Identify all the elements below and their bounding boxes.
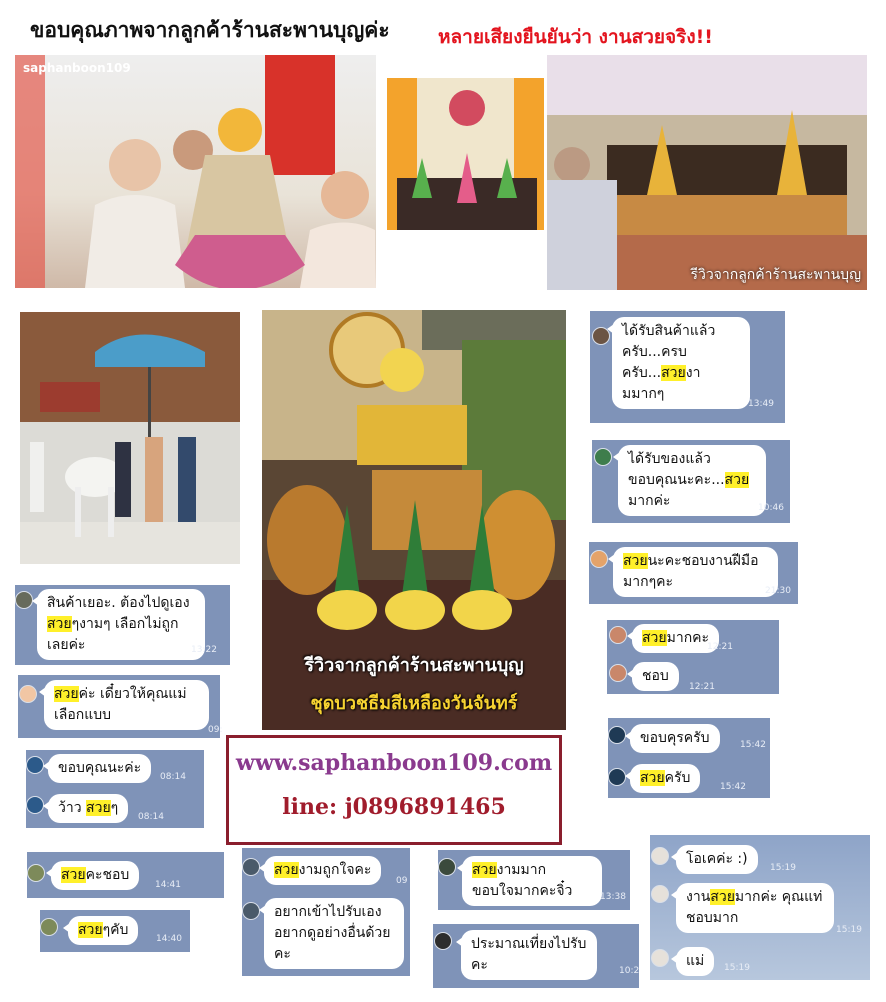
chat-screenshot xyxy=(608,718,770,798)
chat-time: 15:19 xyxy=(836,925,862,935)
chat-time: 15:42 xyxy=(720,782,746,792)
chat-screenshot xyxy=(607,620,779,694)
chat-bubble: ชอบ xyxy=(632,662,679,691)
chat-bubble: ว้าว สวยๆ xyxy=(48,794,128,823)
chat-bubble: งานสวยมากค่ะ คุณแท่ชอบมาก xyxy=(676,883,834,933)
chat-time: 15:42 xyxy=(740,740,766,750)
photo-offering-display xyxy=(547,55,867,290)
avatar xyxy=(651,885,669,903)
chat-time: 09 xyxy=(396,876,408,886)
center-caption-review: รีวิวจากลูกค้าร้านสะพานบุญ xyxy=(304,655,524,676)
photo-procession xyxy=(20,312,240,564)
photo-ceremony-monk xyxy=(15,55,376,288)
chat-screenshot xyxy=(433,924,639,988)
chat-screenshot xyxy=(242,848,410,976)
chat-bubble: โอเคค่ะ :) xyxy=(676,845,758,874)
photo-procession-art xyxy=(20,312,240,564)
avatar xyxy=(438,858,456,876)
photo-offering-display-art xyxy=(547,55,867,290)
chat-time: 10:46 xyxy=(758,503,784,513)
chat-bubble: อยากเข้าไปรับเองอยากดูอย่างอื่นด้วยคะ xyxy=(264,898,404,969)
chat-screenshot xyxy=(589,542,798,604)
photo-watermark: saphanboon109 xyxy=(23,61,131,75)
chat-bubble: สวยงามมาก ขอบใจมากคะจิ๋ว xyxy=(462,856,602,906)
chat-bubble: สวยมากคะ xyxy=(632,624,719,653)
center-caption-set: ชุดบวชธีมสีเหลืองวันจันทร์ xyxy=(310,693,518,714)
photo-ceremony-monk-art xyxy=(15,55,376,288)
avatar xyxy=(242,858,260,876)
avatar xyxy=(609,664,627,682)
right-title: หลายเสียงยืนยันว่า งานสวยจริง!! xyxy=(438,26,713,48)
avatar xyxy=(15,591,33,609)
avatar xyxy=(40,918,58,936)
contact-box xyxy=(226,735,562,845)
avatar xyxy=(434,932,452,950)
chat-time: 08:14 xyxy=(160,772,186,782)
avatar xyxy=(594,448,612,466)
chat-bubble: ขอบคุรครับ xyxy=(630,724,720,753)
chat-time: 12:21 xyxy=(707,642,733,652)
chat-time: 13:38 xyxy=(600,892,626,902)
photo-offering-caption: รีวิวจากลูกค้าร้านสะพานบุญ xyxy=(690,267,861,283)
chat-bubble: ประมาณเที่ยงไปรับคะ xyxy=(461,930,597,980)
chat-bubble: สวยค่ะ เดี๋ยวให้คุณแม่เลือกแบบ xyxy=(44,680,209,730)
chat-time: 14:41 xyxy=(155,880,181,890)
avatar xyxy=(242,902,260,920)
avatar xyxy=(609,626,627,644)
chat-screenshot xyxy=(27,852,224,898)
chat-bubble: สวยๆคับ xyxy=(68,916,138,945)
line-id: line: j0896891465 xyxy=(282,794,506,820)
chat-screenshot xyxy=(650,835,870,980)
left-title: ขอบคุณภาพจากลูกค้าร้านสะพานบุญค่ะ xyxy=(30,18,390,42)
chat-time: 15:19 xyxy=(724,963,750,973)
chat-time: 09: xyxy=(208,725,223,735)
chat-screenshot xyxy=(592,440,790,523)
avatar xyxy=(651,949,669,967)
chat-bubble: สวยงามถูกใจคะ xyxy=(264,856,381,885)
avatar xyxy=(19,685,37,703)
chat-screenshot xyxy=(26,750,204,828)
chat-screenshot xyxy=(590,311,785,423)
chat-bubble: แม่ xyxy=(676,947,714,976)
chat-bubble: สินค้าเยอะ. ต้องไปดูเอง สวยๆงามๆ เลือกไม่ถูกเลยค่ะ xyxy=(37,589,205,660)
chat-time: 12:21 xyxy=(689,682,715,692)
chat-screenshot xyxy=(15,585,230,665)
chat-screenshot xyxy=(40,910,190,952)
chat-time: 15:19 xyxy=(770,863,796,873)
avatar xyxy=(26,756,44,774)
photo-altar-art xyxy=(387,78,544,230)
chat-bubble: ได้รับของแล้ว ขอบคุณนะคะ...สวยมากค่ะ xyxy=(618,445,766,516)
chat-time: 08:14 xyxy=(138,812,164,822)
photo-yellow-ordination-set xyxy=(262,310,566,730)
chat-bubble: สวยนะคะชอบงานฝีมือมากๆคะ xyxy=(613,547,778,597)
chat-time: 21:30 xyxy=(765,586,791,596)
website-link[interactable]: www.saphanboon109.com xyxy=(235,750,553,776)
avatar xyxy=(26,796,44,814)
chat-screenshot xyxy=(18,675,223,738)
avatar xyxy=(590,550,608,568)
avatar xyxy=(27,864,45,882)
avatar xyxy=(608,768,626,786)
avatar xyxy=(608,726,626,744)
chat-time: 10:2 xyxy=(619,966,640,976)
chat-screenshot xyxy=(438,850,630,910)
chat-time: 13:22 xyxy=(191,645,217,655)
chat-bubble: สวยคะชอบ xyxy=(51,861,139,890)
chat-time: 14:40 xyxy=(156,934,182,944)
photo-altar xyxy=(387,78,544,230)
chat-bubble: ได้รับสินค้าแล้วครับ...ครบครับ...สวยงามมากๆ xyxy=(612,317,750,409)
avatar xyxy=(651,847,669,865)
chat-time: 13:49 xyxy=(748,399,774,409)
chat-bubble: สวยครับ xyxy=(630,764,700,793)
chat-bubble: ขอบคุณนะค่ะ xyxy=(48,754,151,783)
